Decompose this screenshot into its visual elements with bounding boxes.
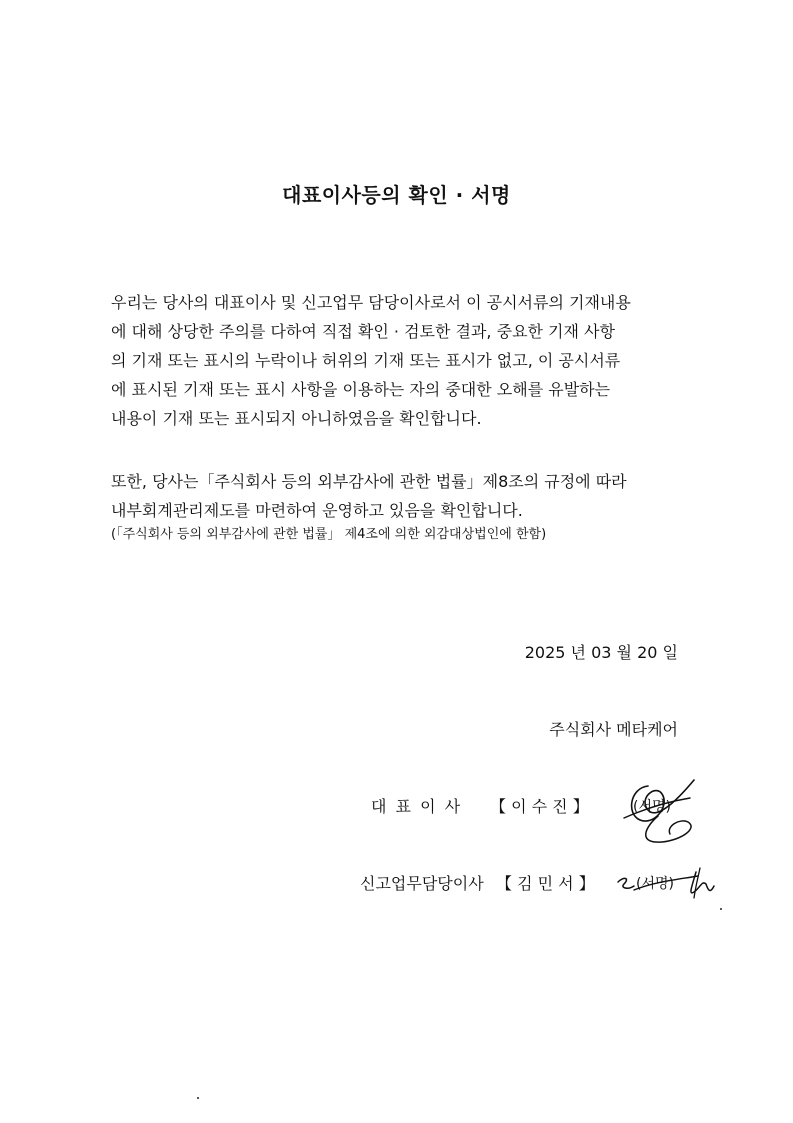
paragraph-line: 에 표시된 기재 또는 표시 사항을 이용하는 자의 중대한 오해를 유발하는 [111,380,611,399]
document-title: 대표이사등의 확인 · 서명 [282,183,511,207]
reporting-director-name: 【 김 민 서 】 [496,874,595,893]
paragraph-line: 내부회계관리제도를 마련하여 운영하고 있음을 확인합니다. [111,501,523,520]
document-date: 2025 년 03 월 20 일 [524,643,678,662]
ceo-title: 대 표 이 사 [371,797,463,816]
ceo-name: 【 이 수 진 】 [490,797,589,816]
ceo-sign-placeholder: (서명) [633,799,671,815]
paragraph-line: 우리는 당사의 대표이사 및 신고업무 담당이사로서 이 공시서류의 기재내용 [111,293,631,312]
reporting-director-title: 신고업무담당이사 [360,874,484,893]
reporting-director-signature-icon [614,862,724,910]
ink-dot [720,908,722,910]
paragraph-line: 또한, 당사는「주식회사 등의 외부감사에 관한 법률」제8조의 규정에 따라 [111,472,627,491]
ink-dot [197,1097,199,1099]
scope-note: (「주식회사 등의 외부감사에 관한 법률」 제4조에 의한 외감대상법인에 한함) [111,527,547,542]
paragraph-line: 에 대해 상당한 주의를 다하여 직접 확인 · 검토한 결과, 중요한 기재 사항 [111,322,615,341]
paragraph-line: 내용이 기재 또는 표시되지 아니하였음을 확인합니다. [111,409,482,428]
ceo-signature-icon [618,776,700,848]
reporting-director-sign-placeholder: (서명) [636,876,674,892]
company-name: 주식회사 메타케어 [549,720,678,739]
paragraph-line: 의 기재 또는 표시의 누락이나 허위의 기재 또는 표시가 없고, 이 공시서류 [111,351,621,370]
